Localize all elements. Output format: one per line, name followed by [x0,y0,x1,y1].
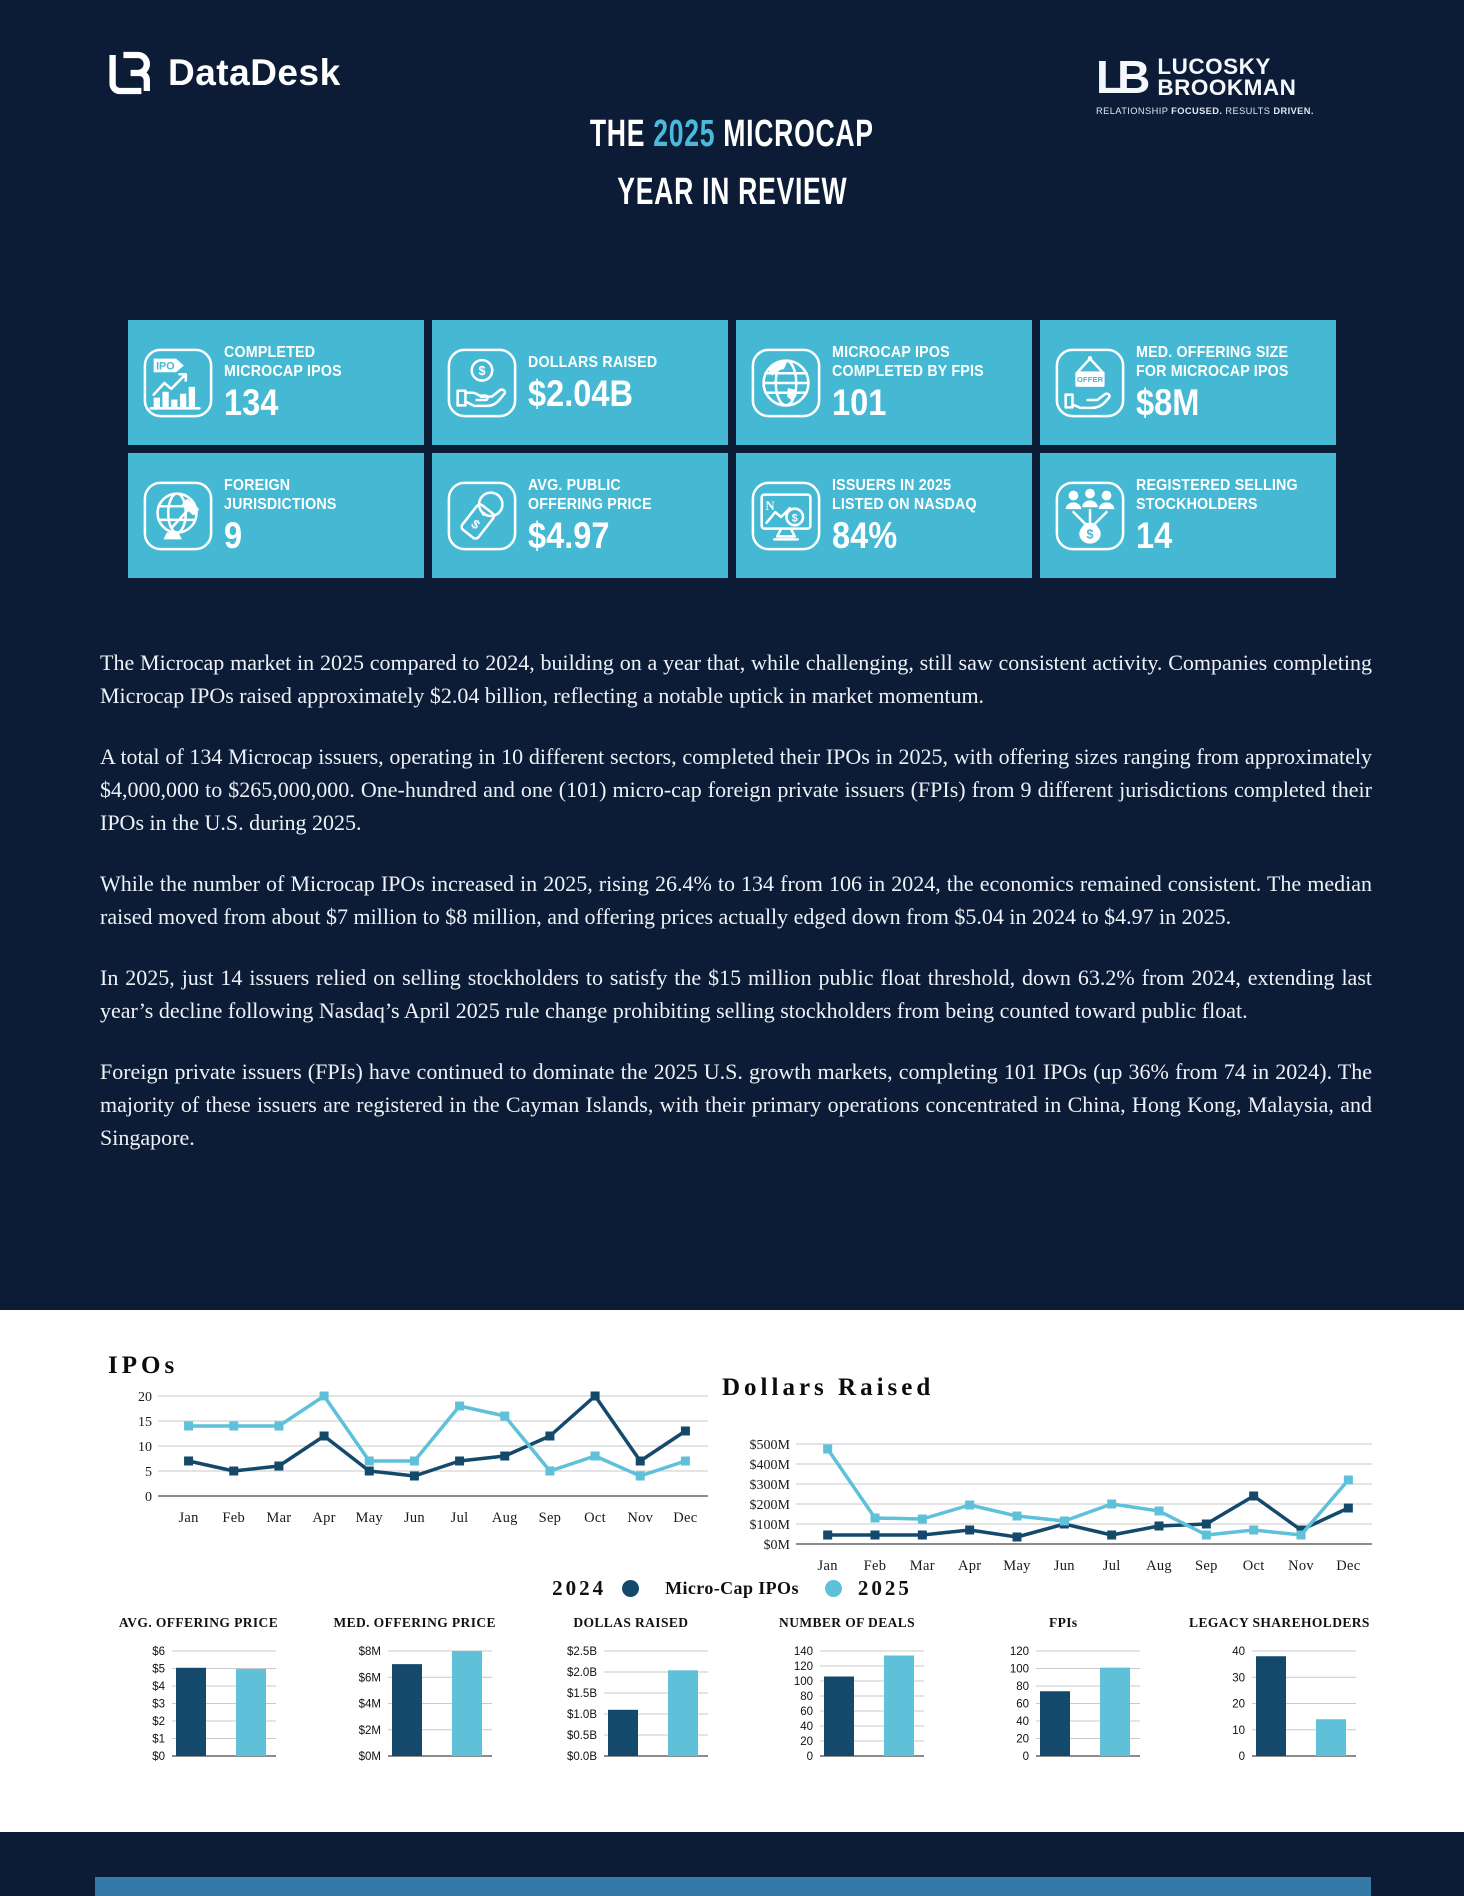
marker-2025 [1297,1531,1306,1540]
bar-2024 [392,1664,422,1756]
svg-text:10: 10 [138,1440,152,1455]
svg-text:40: 40 [1232,1646,1246,1658]
svg-text:Jun: Jun [403,1510,425,1526]
svg-text:20: 20 [1016,1733,1030,1746]
svg-text:60: 60 [800,1706,814,1718]
svg-text:$1.0B: $1.0B [566,1709,597,1721]
mini-chart-svg [330,1641,500,1766]
svg-text:0: 0 [145,1490,152,1505]
marker-2024 [918,1531,927,1540]
stat-card-label: AVG. PUBLIC OFFERING PRICE [528,477,652,513]
bar-2024 [1040,1691,1070,1756]
svg-text:$2M: $2M [358,1724,381,1737]
marker-2024 [1344,1504,1353,1513]
svg-text:Aug: Aug [491,1510,518,1526]
chart-legend [0,1576,1464,1601]
svg-text:Dec: Dec [673,1510,698,1526]
svg-text:40: 40 [1016,1716,1030,1728]
svg-text:$4: $4 [151,1681,165,1693]
svg-text:0: 0 [1022,1751,1030,1763]
charts-section [0,1310,1464,1832]
svg-text:Dec: Dec [1336,1558,1361,1574]
svg-text:20: 20 [1232,1698,1246,1711]
marker-2024 [184,1457,193,1466]
svg-text:Jul: Jul [1102,1558,1121,1574]
svg-text:$2.5B: $2.5B [566,1646,597,1658]
bar-2025 [668,1670,698,1756]
stat-card-label: REGISTERED SELLING STOCKHOLDERS [1136,477,1298,513]
offer-sign-icon [1053,346,1127,420]
dollars-line-chart [722,1402,1387,1589]
stat-card-foreign-jurisdictions [128,453,424,578]
stat-card-value: 101 [832,382,887,423]
datadesk-logo [100,46,341,100]
marker-2024 [591,1392,600,1401]
bar-2024 [1256,1656,1286,1756]
stat-card-label: COMPLETED MICROCAP IPOS [224,344,342,380]
svg-text:$3: $3 [151,1698,165,1711]
stat-card-microcap-ipos-completed-by-fpis [736,320,1032,445]
svg-text:$8M: $8M [358,1646,381,1658]
svg-text:May: May [355,1510,383,1526]
marker-2025 [823,1445,832,1454]
svg-text:$200M: $200M [749,1498,790,1513]
marker-2025 [184,1422,193,1431]
svg-text:10: 10 [1232,1724,1246,1737]
svg-text:100: 100 [1010,1663,1030,1676]
stat-cards-grid [128,320,1336,578]
svg-text:Nov: Nov [627,1510,654,1526]
svg-text:Nov: Nov [1288,1558,1314,1574]
svg-text:80: 80 [800,1691,814,1703]
marker-2025 [545,1467,554,1476]
svg-text:$400M: $400M [749,1458,790,1473]
stat-card-text [528,476,663,555]
stat-card-label: MICROCAP IPOS COMPLETED BY FPIS [832,344,984,380]
marker-2024 [1249,1492,1258,1501]
marker-2025 [1155,1507,1164,1516]
svg-text:$5: $5 [151,1663,165,1676]
svg-text:$500M: $500M [749,1438,790,1453]
lucosky-firm-name [1157,56,1296,98]
svg-text:$0.5B: $0.5B [566,1730,597,1742]
svg-text:140: 140 [793,1646,814,1658]
svg-text:$6: $6 [151,1646,165,1658]
svg-text:$: $ [791,511,798,524]
marker-2025 [965,1501,974,1510]
marker-2024 [320,1432,329,1441]
mini-chart-title: MED. OFFERING PRICE [333,1615,496,1630]
hand-coin-icon [445,346,519,420]
footer-partial-card-strip [95,1877,1371,1896]
mini-chart-fpis [961,1615,1166,1766]
series-line-2025 [189,1396,686,1476]
marker-2024 [1107,1531,1116,1540]
svg-text:$2: $2 [151,1716,165,1728]
stat-card-label: DOLLARS RAISED [528,353,658,371]
ipos-chart-title: IPOs [108,1352,179,1379]
svg-text:Jul: Jul [450,1510,469,1526]
svg-text:Oct: Oct [584,1510,607,1526]
marker-2025 [1060,1517,1069,1526]
mini-charts-row [96,1615,1382,1766]
marker-2025 [871,1514,880,1523]
mini-chart-svg [114,1641,284,1766]
marker-2024 [410,1472,419,1481]
stat-card-value: 14 [1136,515,1173,556]
marker-2024 [681,1427,690,1436]
marker-2025 [636,1472,645,1481]
body-paragraph: The Microcap market in 2025 compared to 2024, building on a year that, while challenging, still saw consistent activity. Companies completing Microcap IPOs raised approximately $2.04 billion, reflecting a notable uptick in market momentum. [100,650,1372,708]
mini-chart-med-offering-price [312,1615,517,1766]
svg-text:$0M: $0M [763,1538,790,1553]
stat-card-text [1136,343,1302,422]
svg-text:Apr: Apr [312,1510,336,1526]
dollars-raised-chart-block [722,1374,1387,1589]
marker-2025 [365,1457,374,1466]
svg-text:$: $ [478,363,486,378]
footer [0,1832,1464,1896]
marker-2025 [1107,1500,1116,1509]
legend-series-label: Micro-Cap IPOs [665,1578,799,1598]
marker-2024 [871,1531,880,1540]
mini-chart-title: AVG. OFFERING PRICE [118,1615,279,1630]
selling-stockholders-icon [1053,479,1127,553]
title-line-2: YEAR IN REVIEW [616,171,848,213]
svg-text:Feb: Feb [863,1558,887,1574]
svg-text:15: 15 [138,1415,152,1430]
legend-2024-dot [622,1580,639,1597]
mini-chart-title: LEGACY SHAREHOLDERS [1189,1615,1370,1630]
stat-card-dollars-raised [432,320,728,445]
stat-card-value: $8M [1136,382,1200,423]
svg-text:Mar: Mar [909,1558,935,1574]
svg-text:IPO: IPO [156,359,175,372]
svg-text:$: $ [468,516,483,532]
svg-text:100: 100 [793,1676,814,1688]
marker-2025 [1202,1531,1211,1540]
stat-card-text [224,476,346,555]
marker-2024 [545,1432,554,1441]
mini-chart-svg [978,1641,1148,1766]
bar-2025 [1316,1719,1346,1756]
svg-text:$1.5B: $1.5B [566,1688,597,1700]
bar-2025 [884,1656,914,1757]
marker-2025 [1249,1526,1258,1535]
mini-chart-title: FPIs [1048,1615,1078,1630]
svg-text:Mar: Mar [266,1510,292,1526]
marker-2025 [1013,1512,1022,1521]
mini-chart-number-of-deals [745,1615,950,1766]
globe-gavel-icon [141,479,215,553]
svg-text:20: 20 [800,1736,814,1748]
stat-card-avg-public-offering-price [432,453,728,578]
marker-2024 [965,1526,974,1535]
svg-text:$0.0B: $0.0B [566,1751,597,1763]
svg-text:$0M: $0M [358,1751,381,1763]
mini-chart-legacy-shareholders [1177,1615,1382,1766]
marker-2025 [681,1457,690,1466]
bar-2025 [452,1651,482,1756]
svg-text:Jan: Jan [817,1558,838,1574]
body-text [100,646,1372,1182]
marker-2025 [918,1515,927,1524]
ipos-chart-block [108,1352,728,1541]
marker-2025 [274,1422,283,1431]
datadesk-logo-icon [100,46,154,100]
marker-2025 [320,1392,329,1401]
marker-2025 [591,1452,600,1461]
svg-text:N: N [765,498,775,513]
firm-tagline: RELATIONSHIP FOCUSED. RESULTS DRIVEN. [1096,106,1314,116]
svg-text:$1: $1 [151,1733,165,1746]
stat-card-text [1136,476,1312,555]
svg-text:0: 0 [1239,1751,1246,1763]
body-paragraph: Foreign private issuers (FPIs) have continued to dominate the 2025 U.S. growth markets, completing 101 IPOs (up 36% from 74 in 2024). The majority of these issuers are registered in the Cayman Islands, with their primary operations concentrated in China, Hong Kong, Malaysia, and Singapore. [100,1059,1372,1150]
mini-chart-dollas-raised [528,1615,733,1766]
svg-text:$4M: $4M [358,1698,381,1711]
marker-2024 [1155,1522,1164,1531]
svg-text:80: 80 [1016,1681,1030,1693]
svg-text:$300M: $300M [749,1478,790,1493]
title-accent-year: 2025 [653,113,716,155]
marker-2025 [229,1422,238,1431]
svg-text:120: 120 [793,1661,814,1673]
svg-text:30: 30 [1232,1672,1246,1685]
marker-2025 [455,1402,464,1411]
marker-2025 [1344,1476,1353,1485]
svg-text:$0: $0 [151,1751,165,1763]
marker-2024 [823,1531,832,1540]
price-tag-icon [445,479,519,553]
lucosky-brookman-logo [1096,51,1332,116]
svg-text:5: 5 [145,1465,152,1480]
svg-text:OFFER: OFFER [1076,374,1104,384]
stat-card-label: FOREIGN JURISDICTIONS [224,477,337,513]
stat-card-registered-selling-stockholders [1040,453,1336,578]
mini-chart-svg [1194,1641,1364,1766]
stat-card-value: $2.04B [528,372,633,414]
svg-text:Jun: Jun [1053,1558,1075,1574]
stat-card-value: $4.97 [528,515,610,556]
svg-text:Sep: Sep [538,1510,562,1526]
firm-name-line2: BROOKMAN [1157,75,1297,100]
stat-card-text [224,343,352,422]
bar-2025 [1100,1668,1130,1756]
stat-card-value: 9 [224,515,243,556]
marker-2024 [365,1467,374,1476]
marker-2024 [229,1467,238,1476]
legend-2025-dot [825,1580,842,1597]
body-paragraph: In 2025, just 14 issuers relied on selling stockholders to satisfy the $15 million public float threshold, down 63.2% from 2024, extending last year’s decline following Nasdaq’s April 2025 rule change prohibiting selling stockholders from being counted toward public float. [100,965,1372,1023]
ipos-line-chart [108,1380,728,1541]
marker-2024 [636,1457,645,1466]
bar-2024 [608,1710,638,1756]
dollars-chart-title: Dollars Raised [722,1374,935,1401]
mini-chart-svg [762,1641,932,1766]
bar-2024 [176,1668,206,1756]
stat-card-med-offering-size-for-microcap-ipos [1040,320,1336,445]
mini-chart-avg-offering-price [96,1615,301,1766]
globe-icon [749,346,823,420]
brand-name: DataDesk [168,52,341,93]
svg-text:Apr: Apr [957,1558,982,1574]
stat-card-issuers-in-2025-listed-on-nasdaq [736,453,1032,578]
marker-2024 [1013,1533,1022,1542]
legend-2024-label: 2024 [552,1576,607,1600]
svg-text:40: 40 [800,1721,814,1733]
lb-monogram: LB [1096,51,1144,103]
svg-text:$6M: $6M [358,1672,381,1685]
stat-card-text [832,343,997,422]
svg-text:60: 60 [1016,1698,1030,1711]
mini-chart-title: DOLLAS RAISED [573,1615,689,1630]
bar-2025 [236,1669,266,1756]
svg-text:120: 120 [1010,1646,1030,1658]
marker-2025 [410,1457,419,1466]
marker-2024 [274,1462,283,1471]
legend-2025-label: 2025 [857,1576,912,1600]
svg-text:Oct: Oct [1242,1558,1265,1574]
mini-chart-svg [546,1641,716,1766]
bar-2024 [824,1677,854,1757]
marker-2024 [455,1457,464,1466]
stat-card-label: ISSUERS IN 2025 LISTED ON NASDAQ [832,477,977,513]
svg-text:0: 0 [806,1751,814,1763]
svg-text:Jan: Jan [178,1510,199,1526]
stat-card-label: MED. OFFERING SIZE FOR MICROCAP IPOS [1136,344,1289,380]
body-paragraph: A total of 134 Microcap issuers, operating in 10 different sectors, completed their IPOs in 2025, with offering sizes ranging from approximately $4,000,000 to $265,000,000. One-hundred and one (101) micro-cap foreign private issuers (FPIs) from 9 different jurisdictions completed their IPOs in the U.S. during 2025. [100,744,1372,835]
marker-2025 [500,1412,509,1421]
svg-text:Feb: Feb [222,1510,246,1526]
svg-text:May: May [1003,1558,1031,1574]
svg-text:$2.0B: $2.0B [566,1667,597,1679]
marker-2024 [1202,1520,1211,1529]
firm-name-line1: LUCOSKY [1157,54,1271,79]
svg-text:$100M: $100M [749,1518,790,1533]
svg-text:20: 20 [138,1390,152,1405]
marker-2024 [500,1452,509,1461]
title-line-1: THE 2025 MICROCAP [590,113,874,155]
stat-card-text [528,353,669,413]
mini-chart-title: NUMBER OF DEALS [779,1615,916,1630]
svg-text:$: $ [1086,526,1094,541]
series-line-2025 [828,1449,1349,1535]
body-paragraph: While the number of Microcap IPOs increased in 2025, rising 26.4% to 134 from 106 in 2024, the economics remained consistent. The median raised moved from about $7 million to $8 million, and offering prices actually edged down from $5.04 in 2024 to $4.97 in 2025. [100,871,1372,929]
stat-card-value: 134 [224,382,279,423]
svg-text:Sep: Sep [1195,1558,1218,1574]
page-title [0,112,1464,214]
ipo-chart-icon [141,346,215,420]
stat-card-value: 84% [832,515,898,556]
stat-card-text [832,476,989,555]
stat-card-completed-microcap-ipos [128,320,424,445]
nasdaq-monitor-icon [749,479,823,553]
svg-text:Aug: Aug [1146,1558,1172,1574]
